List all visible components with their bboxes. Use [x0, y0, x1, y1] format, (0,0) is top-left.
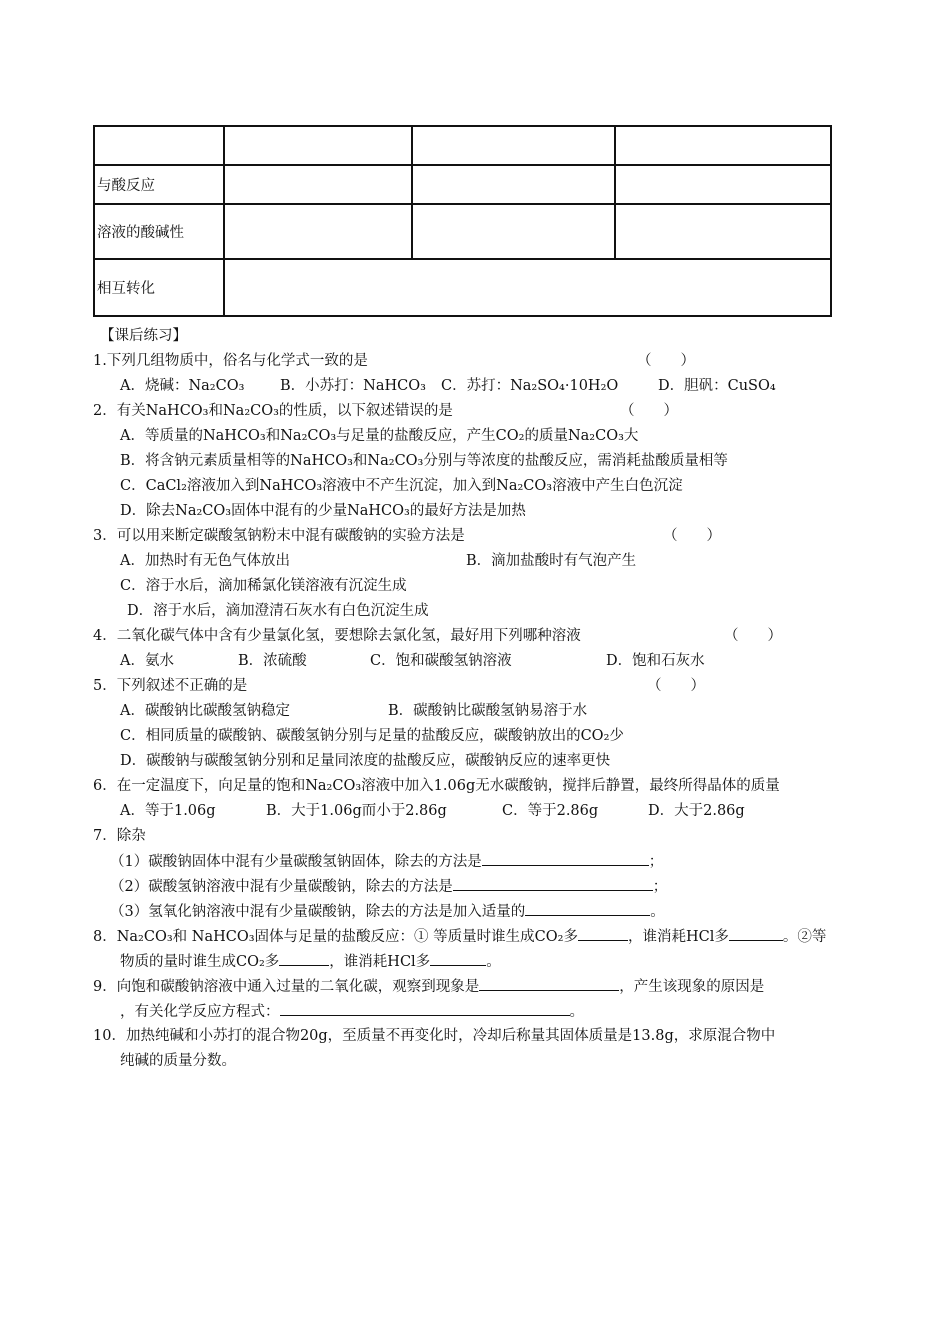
table-cell [615, 204, 831, 259]
q7-sub1 [110, 851, 663, 872]
q7-sub1-text: （1）碳酸钠固体中混有少量碳酸氢钠固体，除去的方法是 [110, 854, 482, 870]
q9-line1 [93, 976, 764, 997]
q5-option-c: C．相同质量的碳酸钠、碳酸氢钠分别与足量的盐酸反应，碳酸钠放出的CO₂少 [120, 728, 624, 744]
q4-option-d: D．饱和石灰水 [606, 653, 705, 669]
q5-option-a: A．碳酸钠比碳酸氢钠稳定 [120, 703, 290, 719]
q8-line1-c: 。②等 [782, 929, 827, 945]
table-cell [615, 165, 831, 204]
row-label: 溶液的酸碱性 [94, 204, 224, 259]
q7-sub3-end: 。 [650, 904, 665, 920]
q1-option-c: C．苏打：Na₂SO₄·10H₂O [441, 378, 619, 394]
table-row [94, 259, 831, 316]
q9-line2 [120, 1001, 584, 1022]
q5-stem: 5．下列叙述不正确的是 [93, 678, 248, 694]
answer-blank[interactable] [479, 976, 619, 991]
q5-option-b: B．碳酸钠比碳酸氢钠易溶于水 [388, 703, 588, 719]
q2-option-b: B．将含钠元素质量相等的NaHCO₃和Na₂CO₃分别与等浓度的盐酸反应，需消耗盐酸质量相等 [120, 453, 728, 469]
q8-line1-a: 8．Na₂CO₃和 NaHCO₃固体与足量的盐酸反应：① 等质量时谁生成CO₂多 [93, 929, 578, 945]
q1-option-b: B．小苏打：NaHCO₃ [280, 378, 426, 394]
table-cell [412, 204, 615, 259]
q6-option-a: A．等于1.06g [120, 803, 216, 819]
q8-line2-a: 物质的量时谁生成CO₂多 [120, 954, 280, 970]
q2-stem: 2．有关NaHCO₃和Na₂CO₃的性质，以下叙述错误的是 [93, 403, 453, 419]
q9-line1-b: ，产生该现象的原因是 [619, 979, 765, 995]
q2-option-c: C．CaCl₂溶液加入到NaHCO₃溶液中不产生沉淀，加入到Na₂CO₃溶液中产生白色沉淀 [120, 478, 683, 494]
q8-line2-b: ，谁消耗HCl多 [329, 954, 431, 970]
q7-sub2-end: ； [652, 879, 668, 895]
q8-line2 [120, 951, 501, 972]
q3-option-a: A．加热时有无色气体放出 [120, 553, 290, 569]
answer-blank[interactable] [280, 1001, 570, 1016]
q3-option-b: B．滴加盐酸时有气泡产生 [466, 553, 637, 569]
row-label: 与酸反应 [94, 165, 224, 204]
q4-stem: 4．二氧化碳气体中含有少量氯化氢，要想除去氯化氢，最好用下列哪种溶液 [93, 628, 581, 644]
q6-stem: 6．在一定温度下，向足量的饱和Na₂CO₃溶液中加入1.06g无水碳酸钠，搅拌后静置，最终所得晶体的质量 [93, 778, 780, 794]
q2-option-d: D．除去Na₂CO₃固体中混有的少量NaHCO₃的最好方法是加热 [120, 503, 526, 519]
q3-option-c: C．溶于水后，滴加稀氯化镁溶液有沉淀生成 [120, 578, 407, 594]
table-cell [412, 126, 615, 165]
answer-blank[interactable] [578, 926, 628, 941]
q10-line1: 10．加热纯碱和小苏打的混合物20g，至质量不再变化时，冷却后称量其固体质量是13.8g，求原混合物中 [93, 1028, 776, 1044]
q4-option-b: B．浓硫酸 [238, 653, 307, 669]
q7-sub1-end: ； [648, 854, 664, 870]
section-title: 【课后练习】 [100, 328, 187, 344]
q9-line2-a: ，有关化学反应方程式： [120, 1004, 280, 1020]
answer-blank[interactable] [430, 951, 486, 966]
table-cell [224, 165, 412, 204]
q4-option-c: C．饱和碳酸氢钠溶液 [370, 653, 512, 669]
q1-option-a: A．烧碱：Na₂CO₃ [120, 378, 245, 394]
q3-stem: 3．可以用来断定碳酸氢钠粉末中混有碳酸钠的实验方法是 [93, 528, 465, 544]
q7-sub3 [110, 901, 665, 922]
q6-option-c: C．等于2.86g [502, 803, 599, 819]
answer-blank[interactable] [279, 951, 329, 966]
q4-option-a: A．氨水 [120, 653, 174, 669]
q3-option-d: D．溶于水后，滴加澄清石灰水有白色沉淀生成 [127, 603, 429, 619]
q3-answer-paren: （ ） [663, 528, 721, 544]
q6-option-d: D．大于2.86g [648, 803, 745, 819]
table-row [94, 204, 831, 259]
q2-option-a: A．等质量的NaHCO₃和Na₂CO₃与足量的盐酸反应，产生CO₂的质量Na₂CO₃大 [120, 428, 639, 444]
row-label: 相互转化 [94, 259, 224, 316]
q1-option-d: D．胆矾：CuSO₄ [658, 378, 776, 394]
table-cell [224, 126, 412, 165]
q1-stem: 1.下列几组物质中，俗名与化学式一致的是 [93, 353, 368, 369]
table-cell [224, 204, 412, 259]
q7-sub2-text: （2）碳酸氢钠溶液中混有少量碳酸钠，除去的方法是 [110, 879, 453, 895]
q10-line2: 纯碱的质量分数。 [120, 1053, 236, 1069]
table-row [94, 165, 831, 204]
answer-blank[interactable] [482, 851, 649, 866]
q1-answer-paren: （ ） [637, 353, 695, 369]
answer-blank[interactable] [729, 926, 783, 941]
table-row [94, 126, 831, 165]
q9-line1-a: 9．向饱和碳酸钠溶液中通入过量的二氧化碳，观察到现象是 [93, 979, 480, 995]
q4-answer-paren: （ ） [724, 628, 782, 644]
q5-option-d: D．碳酸钠与碳酸氢钠分别和足量同浓度的盐酸反应，碳酸钠反应的速率更快 [120, 753, 611, 769]
table-cell-merged [224, 259, 831, 316]
table-cell [412, 165, 615, 204]
q8-line1 [93, 926, 826, 947]
table-cell [615, 126, 831, 165]
q7-stem: 7．除杂 [93, 828, 146, 844]
q8-line2-c: 。 [486, 954, 501, 970]
answer-blank[interactable] [525, 901, 650, 916]
table-cell [94, 126, 224, 165]
q2-answer-paren: （ ） [620, 403, 678, 419]
q9-line2-b: 。 [569, 1004, 584, 1020]
q7-sub2 [110, 876, 667, 897]
q5-answer-paren: （ ） [647, 678, 705, 694]
q6-option-b: B．大于1.06g而小于2.86g [266, 803, 447, 819]
q7-sub3-text: （3）氢氧化钠溶液中混有少量碳酸钠，除去的方法是加入适量的 [110, 904, 526, 920]
comparison-table [93, 125, 832, 317]
answer-blank[interactable] [453, 876, 653, 891]
q8-line1-b: ，谁消耗HCl多 [627, 929, 729, 945]
